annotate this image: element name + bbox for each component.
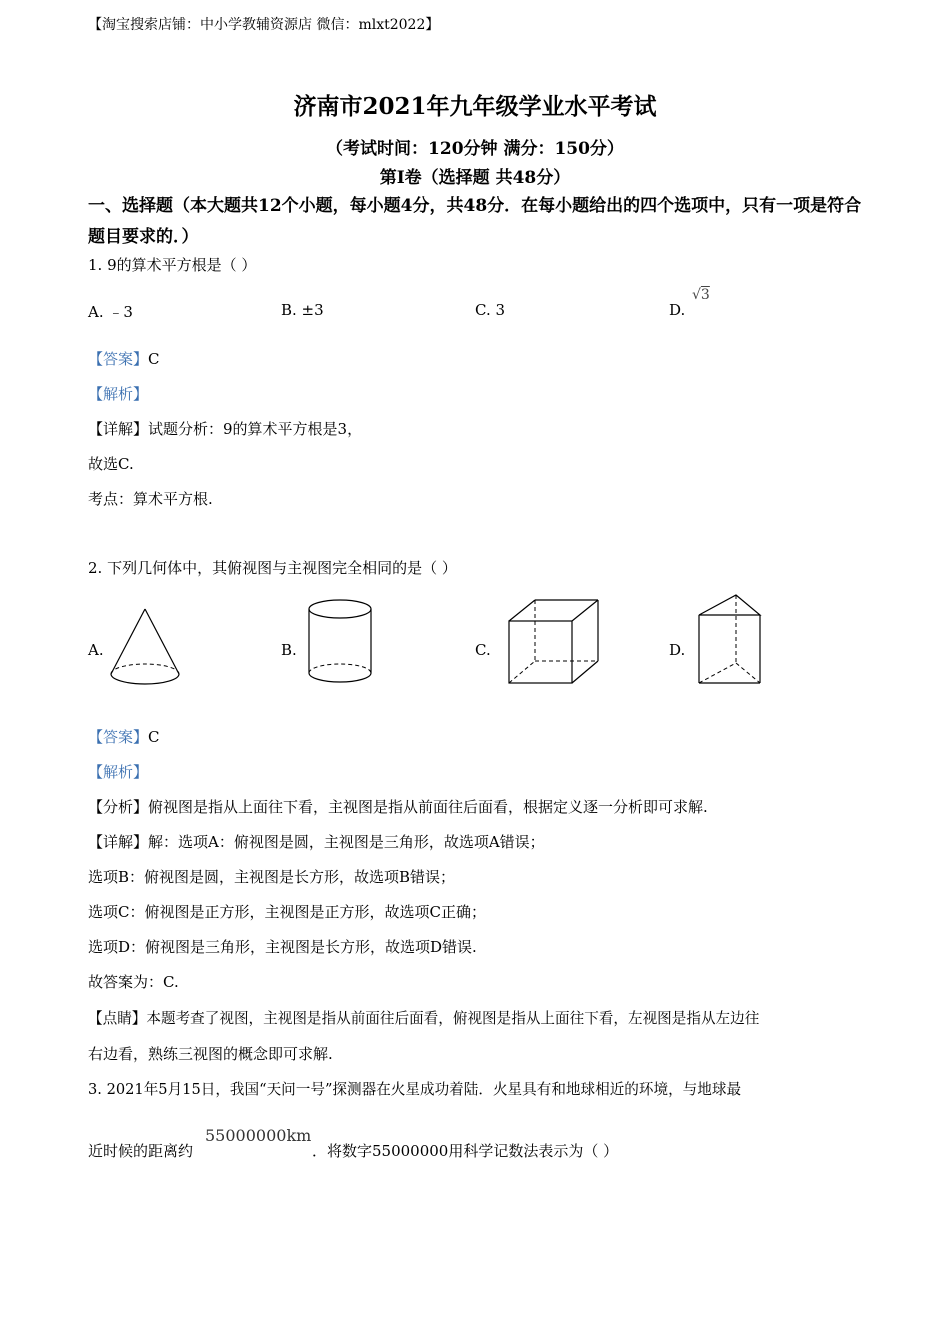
q2-option-b: B. — [281, 641, 297, 659]
answer-label: 【答案】 — [88, 728, 149, 746]
q1-stem: 1. 9的算术平方根是（ ） — [88, 256, 257, 274]
q2-option-a: A. — [88, 641, 104, 659]
sqrt-icon: √ — [692, 287, 701, 303]
header-note: 【淘宝搜索店铺：中小学教辅资源店 微信：mlxt2022】 — [88, 17, 440, 33]
q1-point: 考点：算术平方根. — [88, 490, 213, 508]
q2-detail — [88, 831, 545, 852]
q1-option-d: D. — [669, 301, 686, 319]
q2-dianjing-cont: 右边看，熟练三视图的概念即可求解. — [88, 1045, 333, 1063]
sqrt-radicand: 3 — [700, 287, 710, 303]
q1-answer — [88, 348, 160, 369]
fenxi-label: 【分析】 — [88, 798, 149, 816]
q2-detail-b: 选项B：俯视图是圆，主视图是长方形，故选项B错误； — [88, 868, 456, 886]
sqrt-expression — [692, 287, 710, 303]
detail-label: 【详解】 — [88, 420, 149, 438]
q2-analysis-label: 【解析】 — [88, 763, 149, 781]
q2-detail-c: 选项C：俯视图是正方形，主视图是正方形，故选项C正确； — [88, 903, 486, 921]
answer-value: C — [148, 350, 160, 368]
q1-option-c: C. 3 — [475, 301, 506, 319]
q1-option-b: B. ±3 — [281, 301, 324, 319]
q2-detail-d: 选项D：俯视图是三角形，主视图是长方形，故选项D错误. — [88, 938, 477, 956]
q1-analysis-label: 【解析】 — [88, 385, 149, 403]
q3-distance: 55000000km — [205, 1126, 312, 1145]
q2-option-c: C. — [475, 641, 491, 659]
volume-title: 第Ⅰ卷（选择题 共48分） — [379, 168, 571, 188]
answer-value: C — [148, 728, 160, 746]
q1-detail — [88, 418, 362, 439]
triangular-prism-icon — [696, 591, 766, 687]
answer-label: 【答案】 — [88, 350, 149, 368]
cone-icon — [108, 606, 184, 690]
detail-text: 试题分析：9的算术平方根是3， — [148, 420, 363, 438]
q2-dianjing — [88, 1007, 759, 1028]
exam-subtitle: （考试时间：120分钟 满分：150分） — [326, 139, 624, 159]
q3-line1: 3. 2021年5月15日，我国“天问一号”探测器在火星成功着陆．火星具有和地球相近的环境，与地球最 — [88, 1081, 742, 1098]
dianjing-text: 本题考查了视图，主视图是指从前面往后面看，俯视图是指从上面往下看，左视图是指从左边往 — [146, 1010, 760, 1027]
cube-icon — [506, 597, 604, 689]
q2-option-d: D. — [669, 641, 686, 659]
q1-choose: 故选C. — [88, 455, 134, 473]
q1-option-a: A. ﹣3 — [88, 303, 133, 321]
cylinder-icon — [306, 597, 376, 687]
fenxi-text: 俯视图是指从上面往下看，主视图是指从前面往后面看，根据定义逐一分析即可求解. — [148, 798, 708, 816]
section-heading: 一、选择题（本大题共12个小题，每小题4分，共48分．在每小题给出的四个选项中，只有一项是符合题目要求的．） — [88, 196, 862, 247]
q2-conclusion: 故答案为：C. — [88, 973, 179, 991]
detail-text: 解：选项A：俯视图是圆，主视图是三角形，故选项A错误； — [148, 833, 545, 851]
q2-stem: 2. 下列几何体中，其俯视图与主视图完全相同的是（ ） — [88, 559, 457, 577]
q3-line2-suffix: ．将数字55000000用科学记数法表示为（ ） — [312, 1142, 619, 1160]
detail-label: 【详解】 — [88, 833, 149, 851]
q2-answer — [88, 726, 160, 747]
q3-line2-prefix: 近时候的距离约 — [88, 1142, 194, 1160]
q2-fenxi — [88, 796, 708, 817]
dianjing-label: 【点睛】 — [88, 1010, 147, 1027]
exam-title: 济南市2021年九年级学业水平考试 — [293, 93, 657, 120]
